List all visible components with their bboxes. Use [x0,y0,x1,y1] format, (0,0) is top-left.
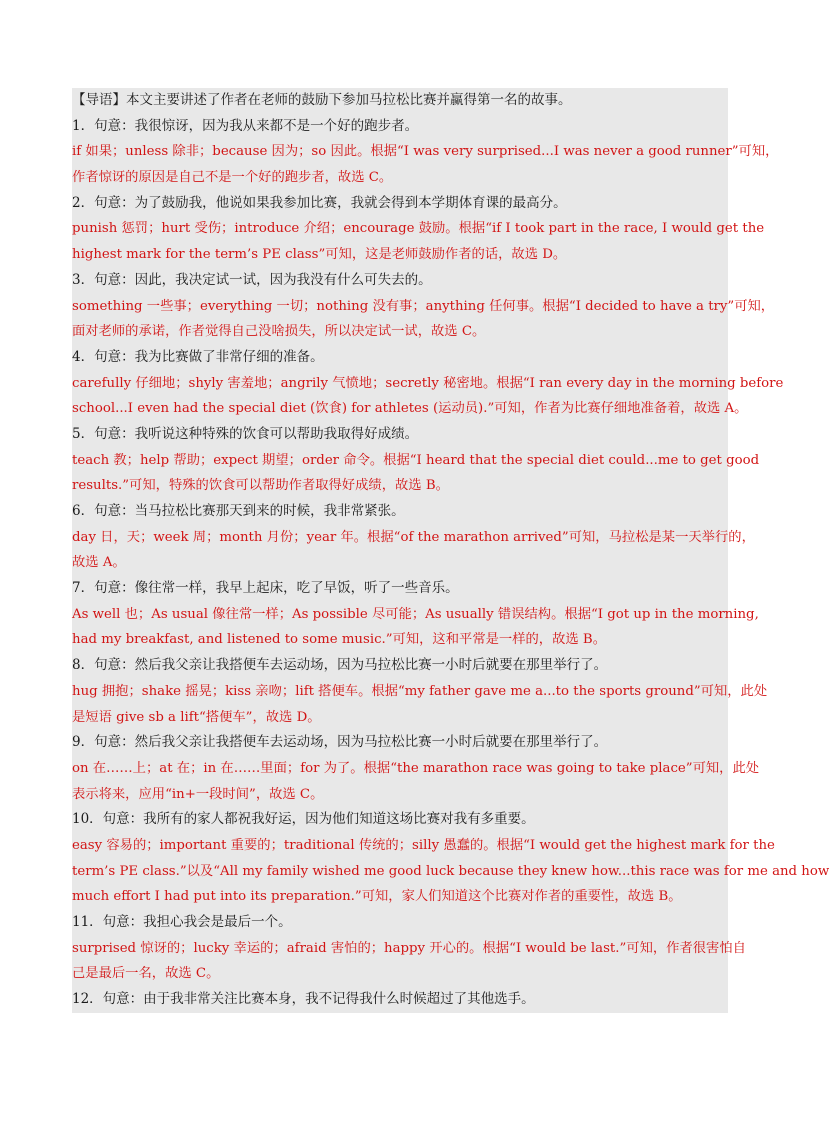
explanation-line: day 日，天；week 周；month 月份；year 年。根据“of the marathon arrived”可知，马拉松是某一天举行的， [72,525,728,551]
sentence-meaning-line: 7．句意：像往常一样，我早上起床，吃了早饭，听了一些音乐。 [72,576,728,602]
explanation-line: much effort I had put into its preparation.”可知，家人们知道这个比赛对作者的重要性，故选 B。 [72,884,728,910]
sentence-meaning-line: 12．句意：由于我非常关注比赛本身，我不记得我什么时候超过了其他选手。 [72,987,728,1013]
explanation-line: something 一些事；everything 一切；nothing 没有事；anything 任何事。根据“I decided to have a try”可知， [72,294,728,320]
explanation-line: teach 教；help 帮助；expect 期望；order 命令。根据“I heard that the special diet could...me to get good [72,448,728,474]
explanation-line: 作者惊讶的原因是自己不是一个好的跑步者，故选 C。 [72,165,728,191]
explanation-line: had my breakfast, and listened to some music.”可知，这和平常是一样的，故选 B。 [72,627,728,653]
explanation-line: on 在……上；at 在；in 在……里面；for 为了。根据“the marathon race was going to take place”可知，此处 [72,756,728,782]
explanation-line: carefully 仔细地；shyly 害羞地；angrily 气愤地；secretly 秘密地。根据“I ran every day in the morning before [72,371,728,397]
sentence-meaning-line: 9．句意：然后我父亲让我搭便车去运动场，因为马拉松比赛一小时后就要在那里举行了。 [72,730,728,756]
sentence-meaning-line: 1．句意：我很惊讶，因为我从来都不是一个好的跑步者。 [72,114,728,140]
sentence-meaning-line: 【导语】本文主要讲述了作者在老师的鼓励下参加马拉松比赛并赢得第一名的故事。 [72,88,728,114]
sentence-meaning-line: 4．句意：我为比赛做了非常仔细的准备。 [72,345,728,371]
explanation-line: punish 惩罚；hurt 受伤；introduce 介绍；encourage 鼓励。根据“if I took part in the race, I would get the [72,216,728,242]
explanation-line: term’s PE class.”以及“All my family wished me good luck because they knew how...this race was for me and how [72,859,728,885]
explanation-line: hug 拥抱；shake 摇晃；kiss 亲吻；lift 搭便车。根据“my father gave me a...to the sports ground”可知，此处 [72,679,728,705]
explanation-line: 面对老师的承诺，作者觉得自己没啥损失，所以决定试一试，故选 C。 [72,319,728,345]
sentence-meaning-line: 3．句意：因此，我决定试一试，因为我没有什么可失去的。 [72,268,728,294]
explanation-line: 表示将来，应用“in+一段时间”，故选 C。 [72,782,728,808]
sentence-meaning-line: 8．句意：然后我父亲让我搭便车去运动场，因为马拉松比赛一小时后就要在那里举行了。 [72,653,728,679]
explanation-line: results.”可知，特殊的饮食可以帮助作者取得好成绩，故选 B。 [72,473,728,499]
explanation-line: As well 也；As usual 像往常一样；As possible 尽可能；As usually 错误结构。根据“I got up in the morning, [72,602,728,628]
sentence-meaning-line: 6．句意：当马拉松比赛那天到来的时候，我非常紧张。 [72,499,728,525]
explanation-line: highest mark for the term’s PE class”可知，这是老师鼓励作者的话，故选 D。 [72,242,728,268]
sentence-meaning-line: 5．句意：我听说这种特殊的饮食可以帮助我取得好成绩。 [72,422,728,448]
answer-explanation-body [72,88,829,1013]
sentence-meaning-line: 11．句意：我担心我会是最后一个。 [72,910,728,936]
explanation-line: if 如果；unless 除非；because 因为；so 因此。根据“I was very surprised...I was never a good runner”可知， [72,139,728,165]
explanation-line: easy 容易的；important 重要的；traditional 传统的；silly 愚蠢的。根据“I would get the highest mark for the [72,833,728,859]
sentence-meaning-line: 10．句意：我所有的家人都祝我好运，因为他们知道这场比赛对我有多重要。 [72,807,728,833]
explanation-line: 己是最后一名，故选 C。 [72,961,728,987]
explanation-line: surprised 惊讶的；lucky 幸运的；afraid 害怕的；happy 开心的。根据“I would be last.”可知，作者很害怕自 [72,936,728,962]
explanation-line: 故选 A。 [72,550,728,576]
explanation-line: school...I even had the special diet (饮食) for athletes (运动员).”可知，作者为比赛仔细地准备着，故选 A。 [72,396,728,422]
sentence-meaning-line: 2．句意：为了鼓励我，他说如果我参加比赛，我就会得到本学期体育课的最高分。 [72,191,728,217]
explanation-line: 是短语 give sb a lift“搭便车”，故选 D。 [72,705,728,731]
